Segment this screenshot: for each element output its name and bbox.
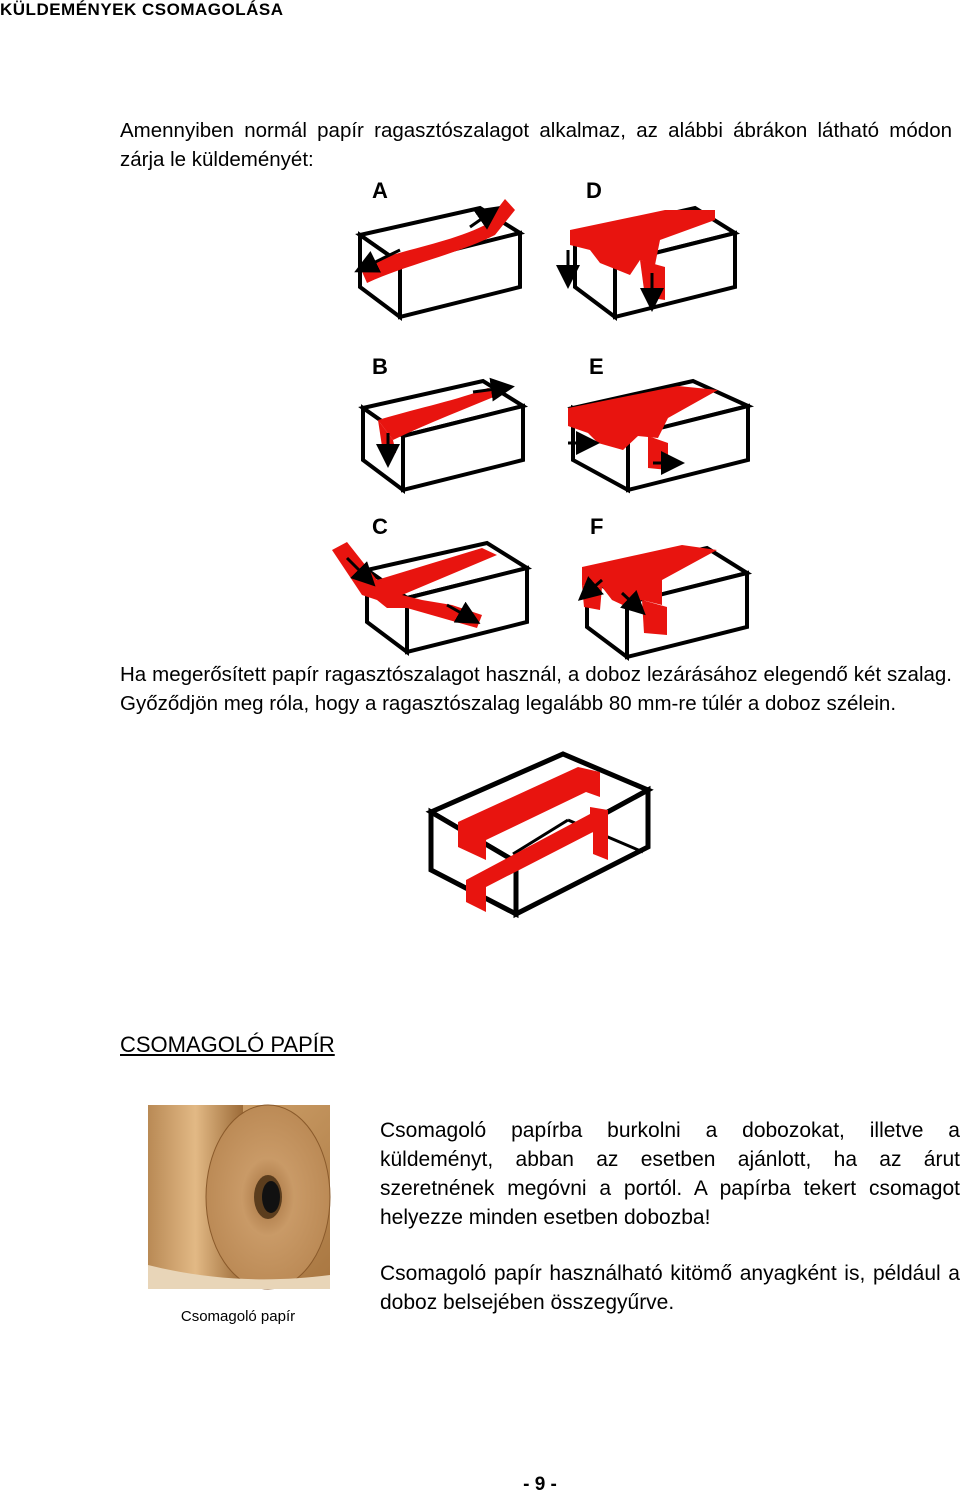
box-illustration-a: [355, 205, 525, 323]
box-illustration-c: [362, 540, 532, 658]
figure-label-a: A: [372, 178, 388, 203]
figure-label-d: D: [586, 178, 602, 203]
figure-label-c: C: [372, 514, 388, 539]
box-illustration-f: [582, 545, 752, 663]
wrapping-paper-paragraph-1: Csomagoló papírba burkolni a dobozokat, illetve a küldeményt, abban az esetben ajánlott, ha az árut szeretnének megóvni a portól. A papírba tekert csomagot helyezze minden esetben dobozba!: [380, 1119, 960, 1229]
large-box-illustration: [428, 752, 656, 917]
page-number: - 9 -: [523, 1474, 557, 1495]
document-header: KÜLDEMÉNYEK CSOMAGOLÁSA: [0, 0, 284, 19]
box-illustration-b: [358, 378, 528, 496]
figure-label-e: E: [589, 354, 604, 379]
paper-roll-caption: Csomagoló papír: [180, 1308, 296, 1325]
paper-roll-image: [148, 1105, 330, 1289]
wrapping-paper-paragraph-2: Csomagoló papír használható kitömő anyagként is, például a doboz belsejében összegyűrve.: [380, 1262, 960, 1314]
box-illustration-d: [570, 205, 745, 323]
figure-label-b: B: [372, 354, 388, 379]
box-illustration-e: [568, 378, 753, 496]
figure-label-f: F: [590, 514, 604, 539]
intro-paragraph: Amennyiben normál papír ragasztószalagot alkalmaz, az alábbi ábrákon látható módon zárja le küldeményét:: [120, 119, 952, 171]
section-heading-wrapping-paper: CSOMAGOLÓ PAPÍR: [120, 1032, 335, 1057]
reinforced-tape-paragraph: Ha megerősített papír ragasztószalagot használ, a doboz lezárásához elegendő két szalag. Győződjön meg róla, hogy a ragasztószalag legalább 80 mm-re túlér a doboz szélein.: [120, 663, 952, 715]
